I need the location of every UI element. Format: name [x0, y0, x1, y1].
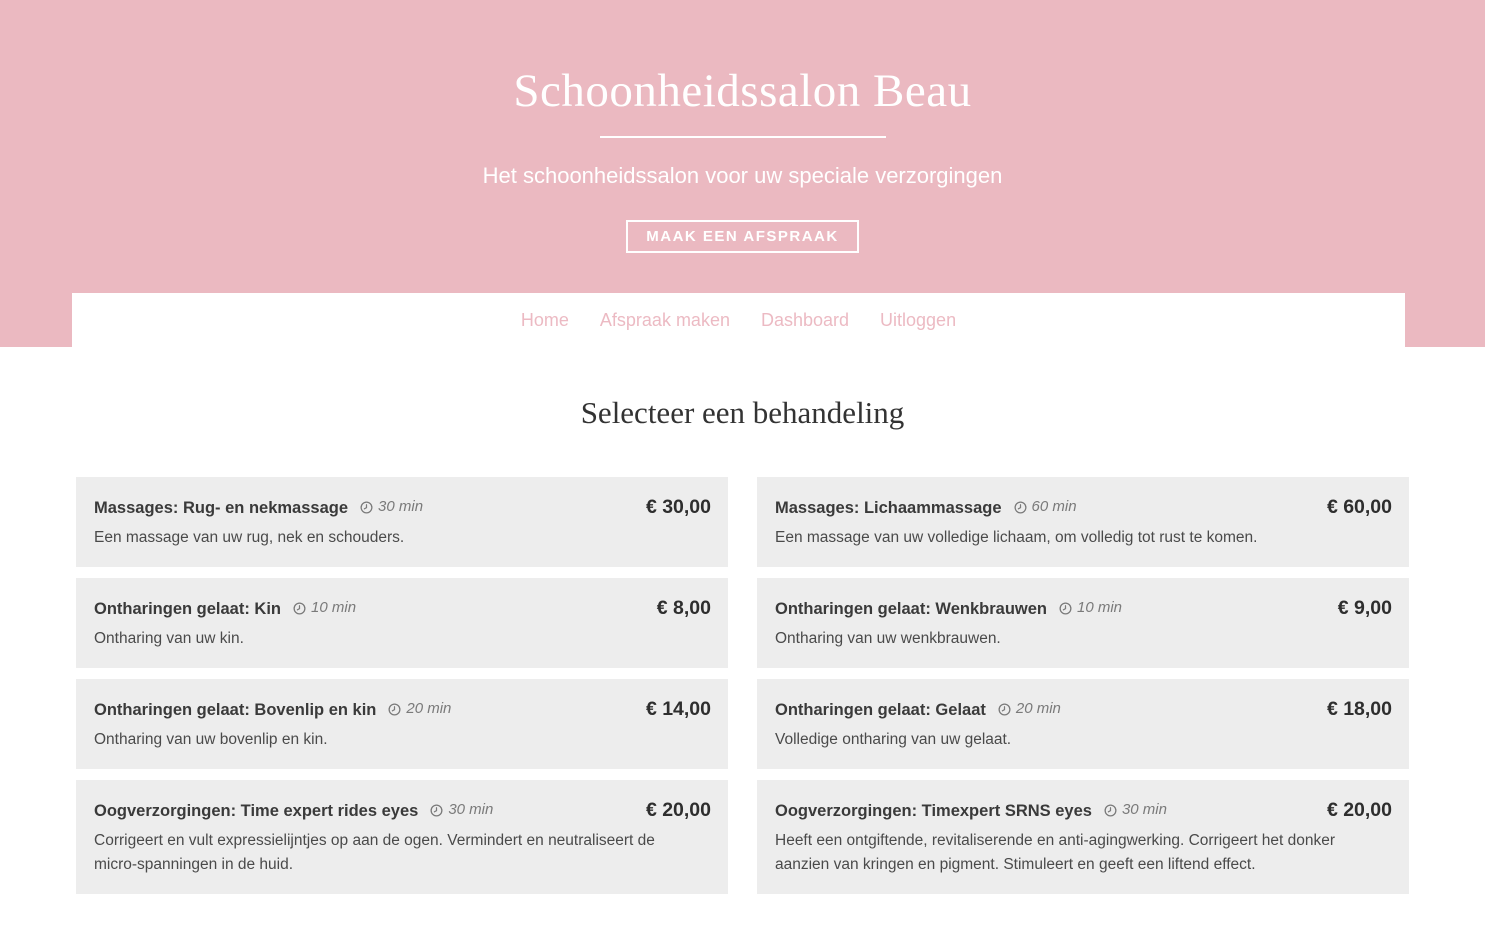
- main-nav: [72, 293, 1405, 347]
- treatment-price: € 9,00: [1337, 597, 1392, 619]
- main-content: [0, 395, 1485, 894]
- card-header: [94, 597, 711, 620]
- treatment-description: Een massage van uw volledige lichaam, om volledig tot rust te komen.: [775, 529, 1258, 546]
- treatment-description: Ontharing van uw kin.: [94, 630, 244, 647]
- clock-icon: [293, 602, 306, 615]
- nav-item-dashboard[interactable]: Dashboard: [760, 309, 850, 330]
- card-header: [94, 698, 711, 721]
- treatment-duration-label: 20 min: [1015, 700, 1061, 717]
- treatment-price: € 20,00: [645, 799, 711, 821]
- treatment-name: Ontharingen gelaat: Gelaat: [775, 701, 986, 719]
- treatment-price: € 20,00: [1326, 799, 1392, 821]
- card-header: [94, 799, 711, 822]
- treatment-price: € 8,00: [656, 597, 711, 619]
- treatment-duration-label: 10 min: [1076, 599, 1123, 616]
- treatment-duration-label: 30 min: [378, 498, 424, 515]
- page-title: Selecteer een behandeling: [580, 395, 905, 430]
- clock-icon: [430, 804, 443, 817]
- treatment-duration-label: 20 min: [406, 700, 452, 717]
- clock-icon: [1014, 501, 1027, 514]
- treatment-duration: [1014, 498, 1077, 515]
- treatment-duration: [998, 700, 1061, 717]
- treatment-description: Ontharing van uw bovenlip en kin.: [94, 731, 328, 748]
- clock-icon: [360, 501, 373, 514]
- treatment-price: € 30,00: [645, 496, 711, 518]
- card-header: [775, 799, 1392, 822]
- clock-icon: [998, 703, 1011, 716]
- treatment-name: Oogverzorgingen: Time expert rides eyes: [94, 802, 419, 820]
- site-title: Schoonheidssalon Beau: [513, 65, 972, 117]
- treatment-card-bovenlip-en-kin[interactable]: [76, 679, 728, 769]
- make-appointment-button[interactable]: MAAK EEN AFSPRAAK: [626, 220, 858, 253]
- treatment-name: Oogverzorgingen: Timexpert SRNS eyes: [775, 802, 1092, 820]
- treatment-description: Ontharing van uw wenkbrauwen.: [775, 630, 1001, 647]
- clock-icon: [388, 703, 401, 716]
- treatment-duration: [1059, 599, 1122, 616]
- treatment-description: Volledige ontharing van uw gelaat.: [775, 731, 1012, 748]
- treatment-name: Ontharingen gelaat: Kin: [94, 600, 282, 618]
- hero-header: [0, 0, 1485, 347]
- treatment-price: € 18,00: [1326, 698, 1392, 720]
- treatment-duration-label: 30 min: [448, 801, 494, 818]
- clock-icon: [1104, 804, 1117, 817]
- nav-item-home[interactable]: Home: [520, 309, 569, 330]
- title-divider: [600, 136, 886, 138]
- nav-item-uitloggen[interactable]: Uitloggen: [880, 309, 957, 330]
- clock-icon: [1059, 602, 1072, 615]
- treatment-card-kin[interactable]: [76, 578, 728, 668]
- treatment-duration: [360, 498, 423, 515]
- treatment-card-wenkbrauwen[interactable]: [757, 578, 1409, 668]
- treatment-name: Massages: Lichaammassage: [775, 499, 1002, 517]
- treatment-duration-label: 10 min: [311, 599, 357, 616]
- treatment-duration-label: 30 min: [1121, 801, 1167, 818]
- card-header: [775, 698, 1392, 721]
- site-subtitle: Het schoonheidssalon voor uw speciale verzorgingen: [482, 163, 1003, 188]
- card-header: [775, 597, 1392, 620]
- treatment-card-time-expert-rides-eyes[interactable]: [76, 780, 728, 894]
- card-header: [94, 496, 711, 519]
- treatment-price: € 14,00: [645, 698, 711, 720]
- treatment-duration: [430, 801, 493, 818]
- treatment-description: Corrigeert en vult expressielijntjes op aan de ogen. Vermindert en neutraliseert de micro-spanningen in de huid.: [94, 832, 655, 873]
- treatment-grid: [76, 477, 1409, 894]
- treatment-duration: [293, 599, 356, 616]
- treatment-duration-label: 60 min: [1031, 498, 1077, 515]
- treatment-name: Ontharingen gelaat: Bovenlip en kin: [94, 701, 377, 719]
- nav-item-afspraak-maken[interactable]: Afspraak maken: [599, 309, 730, 330]
- treatment-card-timexpert-srns-eyes[interactable]: [757, 780, 1409, 894]
- treatment-price: € 60,00: [1326, 496, 1392, 518]
- treatment-name: Ontharingen gelaat: Wenkbrauwen: [775, 600, 1047, 618]
- treatment-description: Heeft een ontgiftende, revitaliserende en anti-agingwerking. Corrigeert het donker aanzien van kringen en pigment. Stimuleert en geeft een liftend effect.: [775, 832, 1336, 873]
- treatment-card-gelaat[interactable]: [757, 679, 1409, 769]
- treatment-card-lichaammassage[interactable]: [757, 477, 1409, 567]
- treatment-duration: [1104, 801, 1167, 818]
- treatment-card-rug-en-nekmassage[interactable]: [76, 477, 728, 567]
- card-header: [775, 496, 1392, 519]
- treatment-description: Een massage van uw rug, nek en schouders.: [94, 529, 405, 546]
- treatment-name: Massages: Rug- en nekmassage: [94, 499, 349, 517]
- treatment-duration: [388, 700, 451, 717]
